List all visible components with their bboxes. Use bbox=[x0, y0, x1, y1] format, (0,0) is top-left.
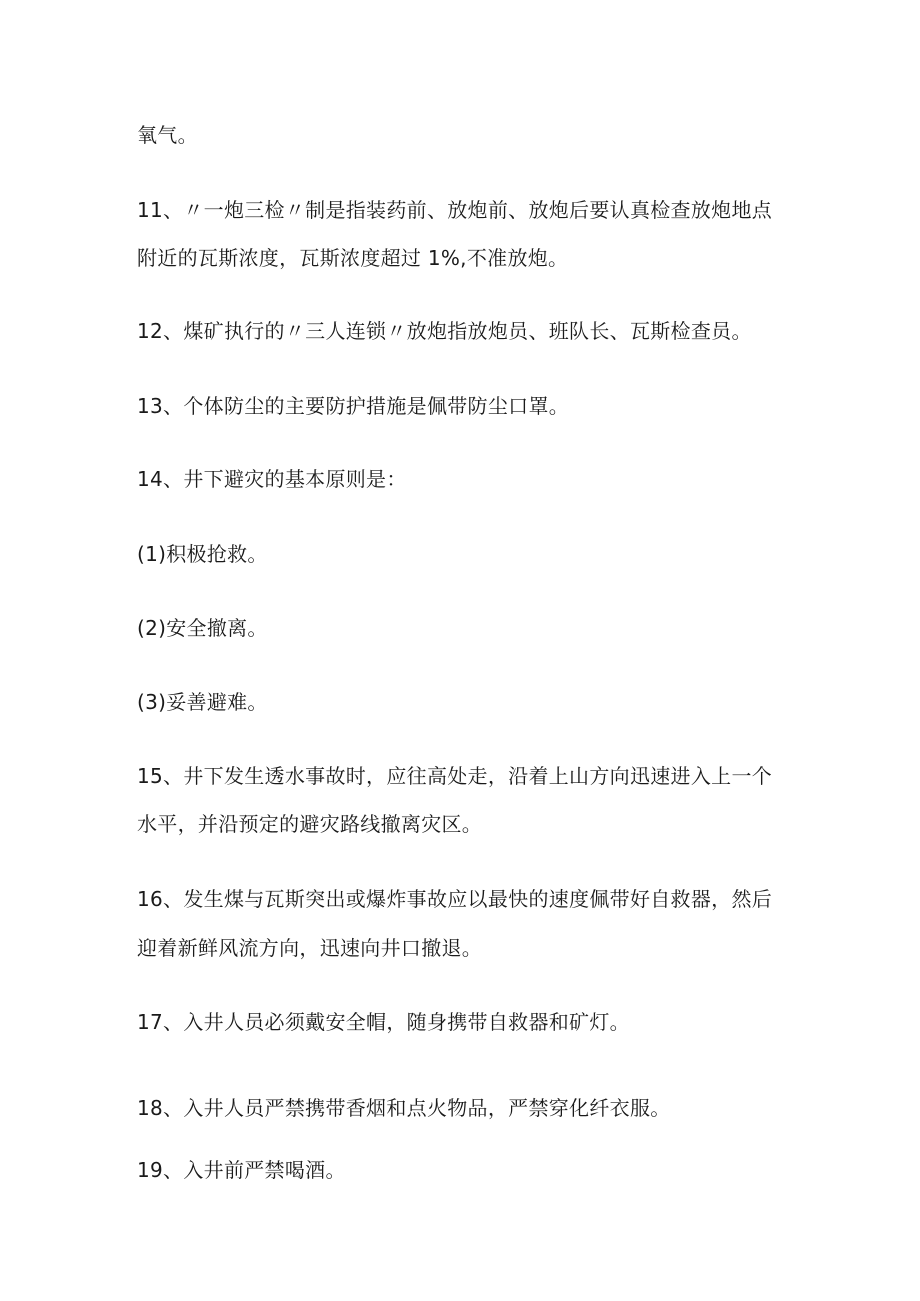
text-line-item-11-continuation: 附近的瓦斯浓度，瓦斯浓度超过 1%,不准放炮。 bbox=[137, 246, 569, 270]
text-line-item-12: 12、煤矿执行的〃三人连锁〃放炮指放炮员、班队长、瓦斯检查员。 bbox=[137, 319, 752, 343]
text-line-item-13: 13、个体防尘的主要防护措施是佩带防尘口罩。 bbox=[137, 394, 570, 418]
text-line-item-16-continuation: 迎着新鲜风流方向，迅速向井口撤退。 bbox=[137, 936, 483, 960]
text-line-item-14: 14、井下避灾的基本原则是： bbox=[137, 467, 407, 491]
text-line-item-19: 19、入井前严禁喝酒。 bbox=[137, 1158, 346, 1182]
text-line-item-15: 15、井下发生透水事故时，应往高处走，沿着上山方向迅速进入上一个 bbox=[137, 764, 773, 788]
text-line-item-14-sub-3: (3)妥善避难。 bbox=[137, 690, 268, 714]
text-line-item-15-continuation: 水平，并沿预定的避灾路线撤离灾区。 bbox=[137, 812, 483, 836]
text-line-oxygen-continuation: 氧气。 bbox=[137, 123, 198, 147]
text-line-item-16: 16、发生煤与瓦斯突出或爆炸事故应以最快的速度佩带好自救器，然后 bbox=[137, 887, 773, 911]
text-line-item-14-sub-2: (2)安全撤离。 bbox=[137, 616, 268, 640]
text-line-item-17: 17、入井人员必须戴安全帽，随身携带自救器和矿灯。 bbox=[137, 1010, 630, 1034]
text-line-item-18: 18、入井人员严禁携带香烟和点火物品，严禁穿化纤衣服。 bbox=[137, 1096, 671, 1120]
text-line-item-14-sub-1: (1)积极抢救。 bbox=[137, 542, 268, 566]
text-line-item-11: 11、〃一炮三检〃制是指装药前、放炮前、放炮后要认真检查放炮地点 bbox=[137, 198, 773, 222]
